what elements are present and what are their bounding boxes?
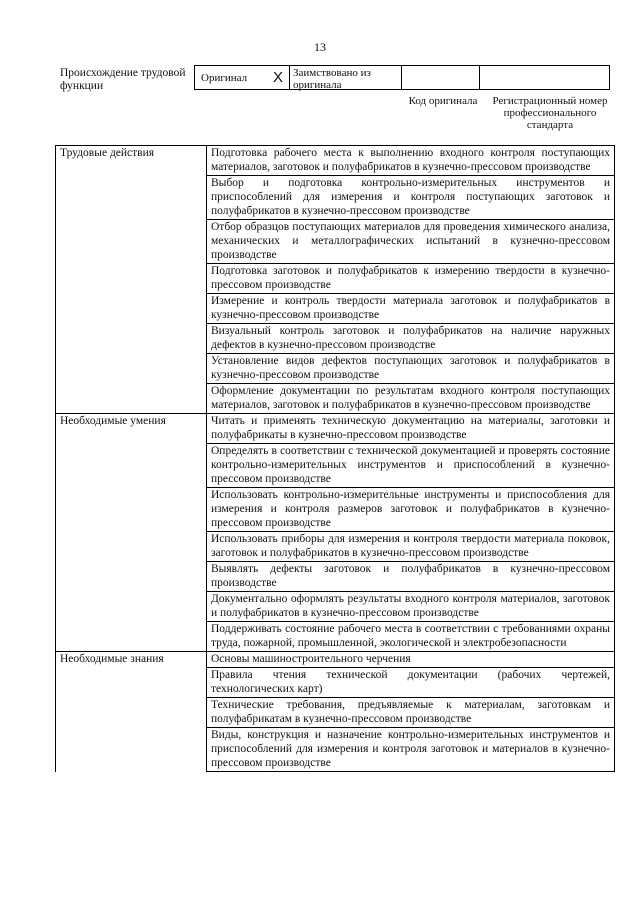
section-item: Поддерживать состояние рабочего места в соответствии с требованиями охраны труда, пожарной, промышленной, экологической и электробезопасности: [207, 622, 615, 652]
origin-table: [194, 65, 610, 90]
registration-number-caption: Регистрационный номер профессионального стандарта: [492, 95, 608, 131]
section-item: Виды, конструкция и назначение контрольно-измерительных инструментов и приспособлений для измерения и контроля заготовок и материалов в кузнечно-прессовом производстве: [207, 728, 615, 772]
section-item: Читать и применять техническую документацию на материалы, заготовки и полуфабрикаты в кузнечно-прессовом производстве: [207, 414, 615, 444]
section-item: Оформление документации по результатам входного контроля поступающих материалов, заготовок и полуфабрикатов в кузнечно-прессовом производстве: [207, 384, 615, 414]
section-item: Подготовка заготовок и полуфабрикатов к измерению твердости в кузнечно-прессовом производстве: [207, 264, 615, 294]
original-code-caption: Код оригинала: [408, 95, 478, 107]
borrowed-cell: Заимствовано из оригинала: [290, 66, 402, 89]
registration-number-cell: [480, 66, 609, 89]
original-code-cell: [402, 66, 480, 89]
original-mark: X: [272, 68, 283, 86]
section-item: Выбор и подготовка контрольно-измерительных инструментов и приспособлений для измерения и контроля поступающих заготовок и полуфабрикатов в кузнечно-прессовом производстве: [207, 176, 615, 220]
function-details-table: [55, 145, 615, 772]
section-item: Использовать контрольно-измерительные инструменты и приспособления для измерения и контроля размеров заготовок и полуфабрикатов в кузнечно-прессовом производстве: [207, 488, 615, 532]
section-title: Трудовые действия: [56, 146, 207, 414]
section-item: Визуальный контроль заготовок и полуфабрикатов на наличие наружных дефектов в кузнечно-прессовом производстве: [207, 324, 615, 354]
section-item: Установление видов дефектов поступающих заготовок и полуфабрикатов в кузнечно-прессовом производстве: [207, 354, 615, 384]
section-item: Определять в соответствии с технической документацией и проверять состояние контрольно-измерительных инструментов и приспособлений в кузнечно-прессовом производстве: [207, 444, 615, 488]
table-row: [56, 146, 615, 176]
section-item: Основы машиностроительного черчения: [207, 652, 615, 668]
section-item: Правила чтения технической документации (рабочих чертежей, технологических карт): [207, 668, 615, 698]
section-item: Подготовка рабочего места к выполнению входного контроля поступающих материалов, заготовок и полуфабрикатов в кузнечно-прессовом производстве: [207, 146, 615, 176]
section-title: Необходимые умения: [56, 414, 207, 652]
table-row: [56, 652, 615, 668]
page-number: 13: [314, 40, 326, 54]
section-item: Выявлять дефекты заготовок и полуфабрикатов в кузнечно-прессовом производстве: [207, 562, 615, 592]
table-row: [56, 414, 615, 444]
section-item: Использовать приборы для измерения и контроля твердости материала поковок, заготовок и полуфабрикатов в кузнечно-прессовом производстве: [207, 532, 615, 562]
section-item: Документально оформлять результаты входного контроля материалов, заготовок и полуфабрикатов в кузнечно-прессовом производстве: [207, 592, 615, 622]
original-label: Оригинал: [201, 71, 248, 84]
section-item: Отбор образцов поступающих материалов для проведения химического анализа, механических и металлографических испытаний в кузнечно-прессовом производстве: [207, 220, 615, 264]
section-item: Измерение и контроль твердости материала заготовок и полуфабрикатов в кузнечно-прессовом производстве: [207, 294, 615, 324]
original-cell: [195, 66, 290, 89]
section-title: Необходимые знания: [56, 652, 207, 772]
section-item: Технические требования, предъявляемые к материалам, заготовкам и полуфабрикатам в кузнечно-прессовом производстве: [207, 698, 615, 728]
origin-label: Происхождение трудовой функции: [60, 67, 186, 92]
